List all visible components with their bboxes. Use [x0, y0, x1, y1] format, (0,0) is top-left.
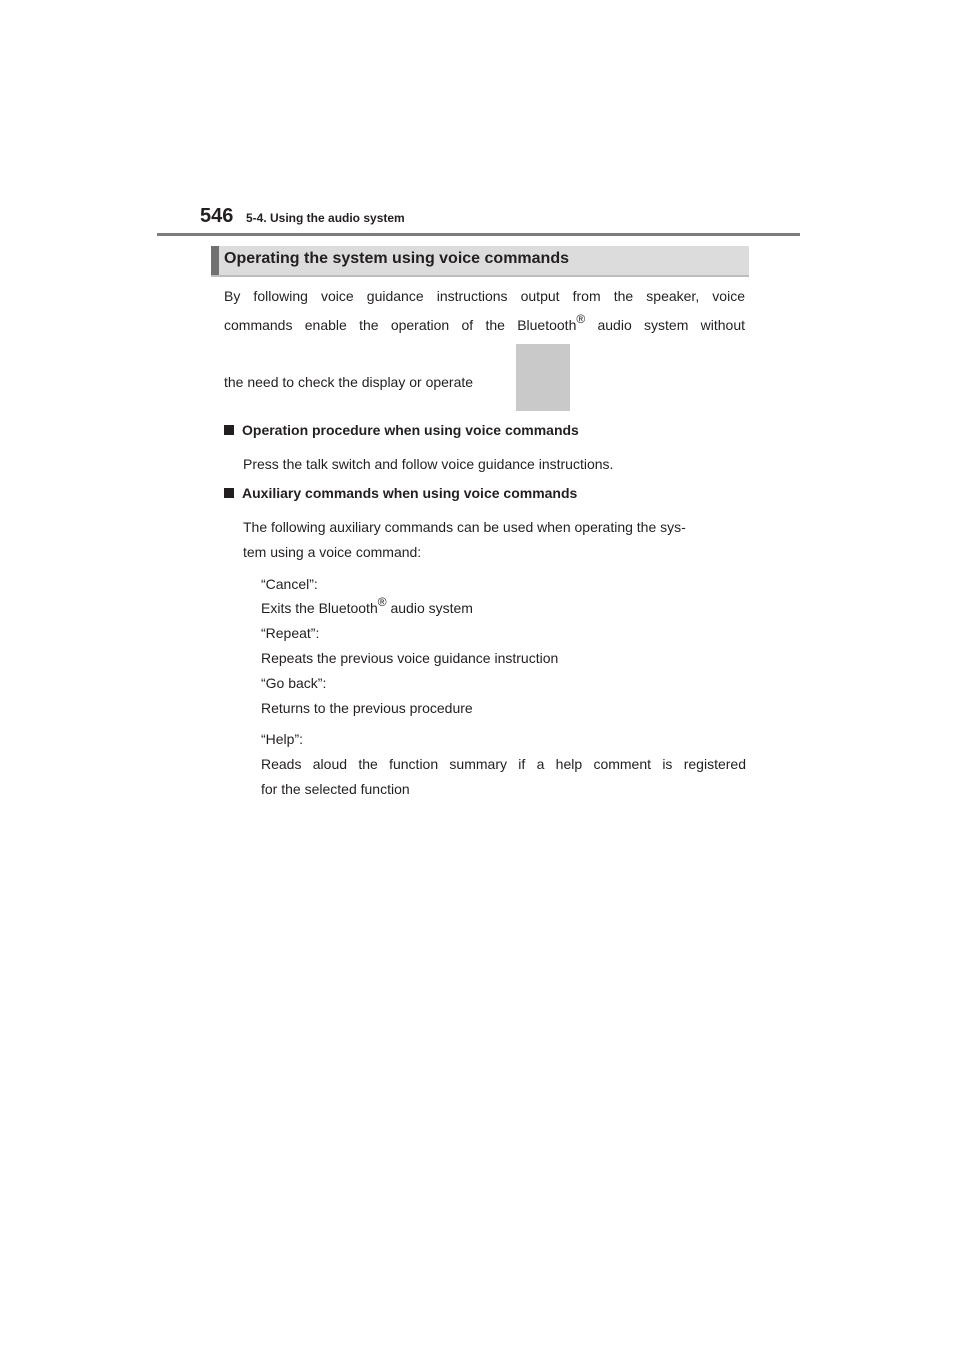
square-bullet-icon — [224, 425, 234, 435]
intro-line-2: commands enable the operation of the Bluetooth® audio system without — [224, 312, 746, 333]
subheading-operation-procedure: Operation procedure when using voice commands — [224, 422, 579, 438]
registered-mark: ® — [377, 595, 387, 609]
command-help-desc-1: Reads aloud the function summary if a help comment is registered — [261, 756, 746, 772]
square-bullet-icon — [224, 488, 234, 498]
control-button-image — [516, 344, 570, 411]
registered-mark: ® — [576, 312, 586, 326]
command-goback-name: “Go back”: — [261, 675, 327, 691]
page-number: 546 — [200, 205, 234, 227]
command-repeat-desc: Repeats the previous voice guidance instruction — [261, 650, 559, 666]
command-help-desc-2: for the selected function — [261, 781, 410, 797]
auxiliary-commands-text-1: The following auxiliary commands can be used when operating the sys- — [243, 519, 686, 535]
command-cancel-name: “Cancel”: — [261, 576, 318, 592]
intro-line-1: By following voice guidance instructions output from the speaker, voice — [224, 288, 745, 304]
command-goback-desc: Returns to the previous procedure — [261, 700, 473, 716]
auxiliary-commands-text-2: tem using a voice command: — [243, 544, 422, 560]
section-heading — [211, 246, 749, 277]
command-cancel-desc: Exits the Bluetooth® audio system — [261, 595, 473, 616]
command-repeat-name: “Repeat”: — [261, 625, 320, 641]
section-reference: 5-4. Using the audio system — [246, 211, 405, 225]
header-divider — [157, 233, 800, 236]
command-help-name: “Help”: — [261, 731, 304, 747]
section-title: Operating the system using voice commands — [224, 250, 569, 267]
operation-procedure-text: Press the talk switch and follow voice guidance instructions. — [243, 456, 614, 472]
heading-accent-bar — [211, 246, 219, 275]
subheading-auxiliary-commands: Auxiliary commands when using voice commands — [224, 485, 577, 501]
intro-line-3: the need to check the display or operate — [224, 374, 474, 390]
